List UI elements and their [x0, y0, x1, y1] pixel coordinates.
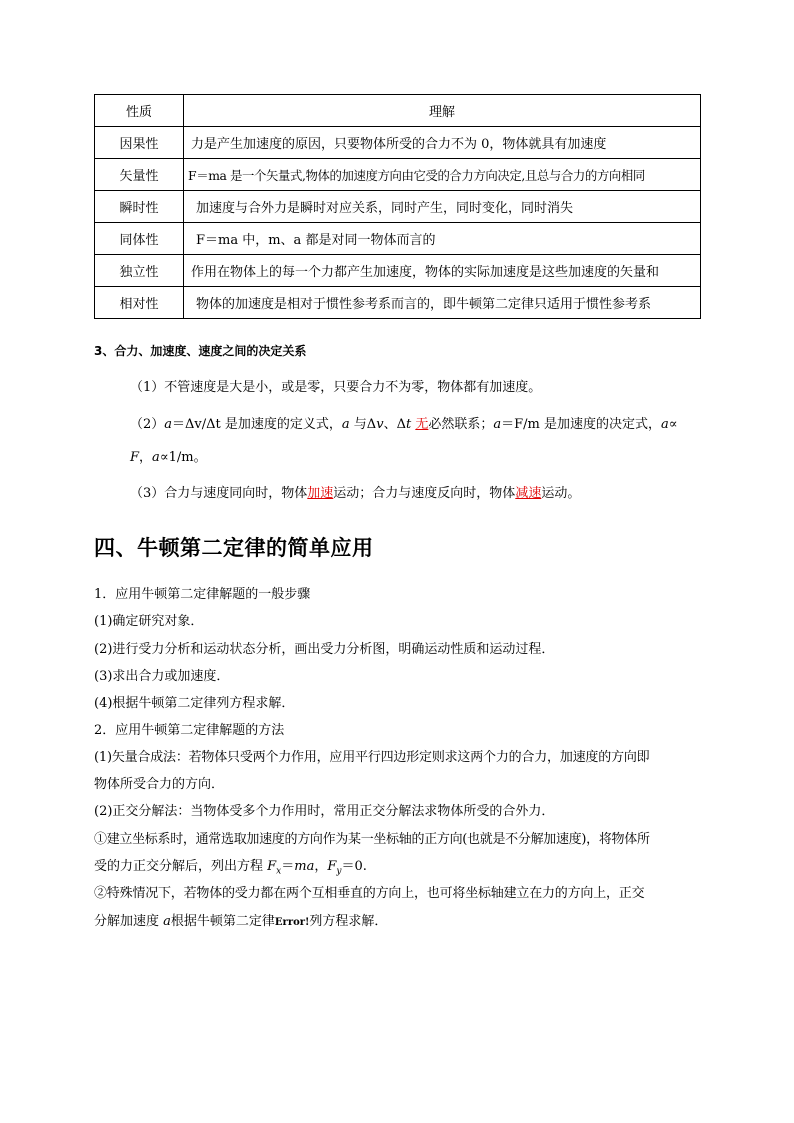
table-header-row: [95, 95, 701, 127]
table-row: [95, 191, 701, 223]
table-row: [95, 255, 701, 287]
section-3-point-3: [130, 482, 580, 501]
p2-mid: 与Δ: [349, 417, 377, 432]
table-cell-desc: 加速度与合外力是瞬时对应关系，同时产生，同时变化，同时消失: [184, 191, 701, 223]
p2-decide: ＝F/m 是加速度的决定式，: [501, 417, 661, 432]
p2-var-a: a: [661, 417, 669, 432]
section-4-line: 物体所受合力的方向．: [94, 777, 225, 792]
var-ma: ma: [294, 859, 315, 874]
section-3-point-2-line-2: [130, 446, 207, 465]
table-cell-prop: 同体性: [95, 223, 184, 255]
sub-y: y: [336, 866, 342, 877]
p2-var-a: a: [341, 417, 350, 432]
section-3-point-1: （1）不管速度是大是小，或是零，只要合力不为零，物体都有加速度。: [130, 380, 542, 395]
table-header-prop: 性质: [95, 95, 184, 127]
p2-var-t: t: [405, 417, 412, 432]
p2-prop-symbol: ∝: [668, 417, 678, 432]
error-field-text: Error!: [274, 917, 310, 928]
p2-var-F: F: [130, 450, 140, 465]
table-cell-prop: 瞬时性: [95, 191, 184, 223]
p2-wu-highlight: 无: [415, 417, 429, 432]
section-4-line-equation: [94, 855, 367, 877]
section-4-line-error: [94, 910, 387, 929]
l13-pre: 分解加速度: [94, 914, 164, 929]
p2-var-a: a: [493, 417, 502, 432]
l13-mid: 根据牛顿第二定律: [170, 914, 275, 929]
p2-var-v: v: [376, 417, 384, 432]
p2-var-a: a: [152, 450, 160, 465]
section-4-heading: 四、牛顿第二定律的简单应用: [94, 536, 374, 560]
table-cell-prop: 相对性: [95, 287, 184, 319]
section-4-line: (4)根据牛顿第二定律列方程求解．: [94, 696, 295, 711]
p3-end: 运动。: [541, 486, 581, 501]
section-4-line: (1)确定研究对象．: [94, 614, 204, 629]
table-cell-prop: 矢量性: [95, 159, 184, 191]
section-3-heading: 3、合力、加速度、速度之间的决定关系: [94, 344, 307, 358]
table-cell-prop: 独立性: [95, 255, 184, 287]
table-cell-desc: 力是产生加速度的原因，只要物体所受的合力不为 0，物体就具有加速度: [184, 127, 701, 159]
p3-jiasu-highlight: 加速: [307, 486, 334, 501]
table-cell-desc: F＝ma 中，m、a 都是对同一物体而言的: [184, 223, 701, 255]
eq: ＝: [281, 859, 295, 874]
l11-text: 受的力正交分解后，列出方程: [94, 859, 268, 874]
section-3-point-2-line-1: [130, 413, 678, 432]
l13-end: 列方程求解．: [309, 914, 388, 929]
section-4-line: 2．应用牛顿第二定律解题的方法: [94, 723, 285, 738]
section-4-line: (2)正交分解法：当物体受多个力作用时，常用正交分解法求物体所受的合外力．: [94, 804, 555, 819]
p2-line2-rest: ∝1/m。: [159, 450, 207, 465]
p2-prefix: （2）: [130, 417, 165, 432]
p3-jiansu-highlight: 减速: [515, 486, 542, 501]
p2-def: ＝Δv/Δt 是加速度的定义式，: [172, 417, 342, 432]
table-cell-desc: F＝ma 是一个矢量式,物体的加速度方向由它受的合力方向决定,且总与合力的方向相同: [184, 159, 701, 191]
section-4-line: (1)矢量合成法：若物体只受两个力作用，应用平行四边形定则求这两个力的合力，加速度的方向即: [94, 750, 650, 765]
section-4-line: ②特殊情况下，若物体的受力都在两个互相垂直的方向上，也可将坐标轴建立在力的方向上，正交: [94, 886, 645, 901]
var-F: F: [267, 859, 277, 874]
p2-comma: 、Δ: [383, 417, 406, 432]
table-cell-desc: 作用在物体上的每一个力都产生加速度，物体的实际加速度是这些加速度的矢量和: [184, 255, 701, 287]
p3-prefix: （3）合力与速度同向时，物体: [130, 486, 308, 501]
p2-line2-mid: ，: [139, 450, 153, 465]
table-row: [95, 127, 701, 159]
table-row: [95, 287, 701, 319]
table-cell-desc: 物体的加速度是相对于惯性参考系而言的，即牛顿第二定律只适用于惯性参考系: [184, 287, 701, 319]
properties-table: [94, 94, 701, 319]
section-4-line: ①建立坐标系时，通常选取加速度的方向作为某一坐标轴的正方向(也就是不分解加速度)，将物体所: [94, 832, 650, 847]
eq: ＝0.: [341, 859, 367, 874]
var-F: F: [327, 859, 337, 874]
section-4-line: 1．应用牛顿第二定律解题的一般步骤: [94, 587, 311, 602]
table-row: [95, 159, 701, 191]
section-4-line: (3)求出合力或加速度．: [94, 669, 230, 684]
p2-rest: 必然联系；: [428, 417, 494, 432]
table-header-desc: 理解: [184, 95, 701, 127]
p3-mid: 运动；合力与速度反向时，物体: [333, 486, 516, 501]
table-row: [95, 223, 701, 255]
var-a: a: [163, 914, 171, 929]
p2-var-a: a: [164, 417, 173, 432]
sub-x: x: [276, 866, 282, 877]
comma: ，: [314, 859, 328, 874]
table-cell-prop: 因果性: [95, 127, 184, 159]
section-4-line: (2)进行受力分析和运动状态分析，画出受力分析图，明确运动性质和运动过程．: [94, 642, 555, 657]
